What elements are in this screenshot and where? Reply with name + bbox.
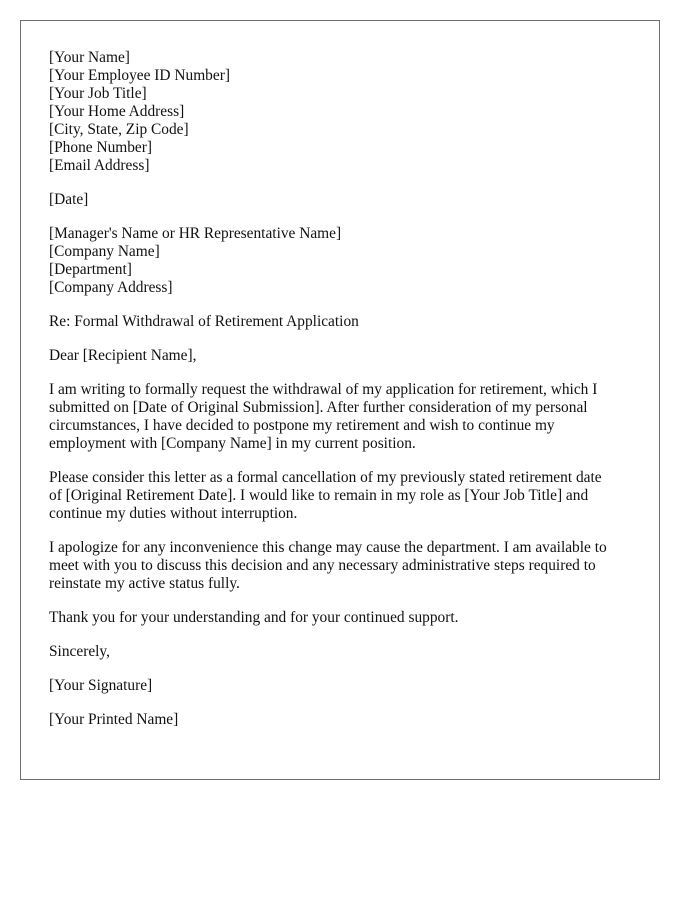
recipient-department: [Department] [49,261,132,278]
printed-name-block [49,711,631,729]
sender-email: [Email Address] [49,157,150,174]
paragraph-line: I am writing to formally request the withdrawal of my application for retirement, which I [49,381,598,398]
paragraph-line: Please consider this letter as a formal cancellation of my previously stated retirement date [49,469,602,486]
spacer [49,593,631,609]
spacer [49,365,631,381]
sender-phone: [Phone Number] [49,139,153,156]
recipient-name: [Manager's Name or HR Representative Name] [49,225,342,242]
body-paragraph-3 [49,539,631,593]
recipient-company: [Company Name] [49,243,160,260]
sender-employee-id: [Your Employee ID Number] [49,67,230,84]
printed-name: [Your Printed Name] [49,711,179,728]
body-paragraph-1 [49,381,631,453]
body-paragraph-4 [49,609,631,627]
paragraph-line: circumstances, I have decided to postpone my retirement and wish to continue my [49,417,555,434]
spacer [49,331,631,347]
recipient-block [49,225,631,297]
paragraph-line: continue my duties without interruption. [49,505,298,522]
salutation-block [49,347,631,365]
spacer [49,695,631,711]
sender-city-state-zip: [City, State, Zip Code] [49,121,189,138]
letter-date: [Date] [49,191,89,208]
date-block [49,191,631,209]
paragraph-line: I apologize for any inconvenience this change may cause the department. I am available to [49,539,607,556]
paragraph-line: reinstate my active status fully. [49,575,240,592]
subject-block [49,313,631,331]
spacer [49,453,631,469]
paragraph-line: Thank you for your understanding and for your continued support. [49,609,459,626]
spacer [49,297,631,313]
sender-job-title: [Your Job Title] [49,85,147,102]
salutation: Dear [Recipient Name], [49,347,197,364]
signature-placeholder: [Your Signature] [49,677,153,694]
spacer [49,523,631,539]
subject-line: Re: Formal Withdrawal of Retirement Application [49,313,359,330]
body-paragraph-2 [49,469,631,523]
sender-name: [Your Name] [49,49,130,66]
letter-page [20,20,660,780]
sender-block [49,49,631,175]
paragraph-line: of [Original Retirement Date]. I would like to remain in my role as [Your Job Title] and [49,487,589,504]
closing-block [49,643,631,661]
spacer [49,175,631,191]
paragraph-line: submitted on [Date of Original Submission]. After further consideration of my personal [49,399,588,416]
spacer [49,661,631,677]
spacer [49,209,631,225]
spacer [49,627,631,643]
paragraph-line: meet with you to discuss this decision and any necessary administrative steps required to [49,557,596,574]
signature-block [49,677,631,695]
recipient-company-address: [Company Address] [49,279,173,296]
closing: Sincerely, [49,643,110,660]
sender-home-address: [Your Home Address] [49,103,185,120]
paragraph-line: employment with [Company Name] in my current position. [49,435,416,452]
